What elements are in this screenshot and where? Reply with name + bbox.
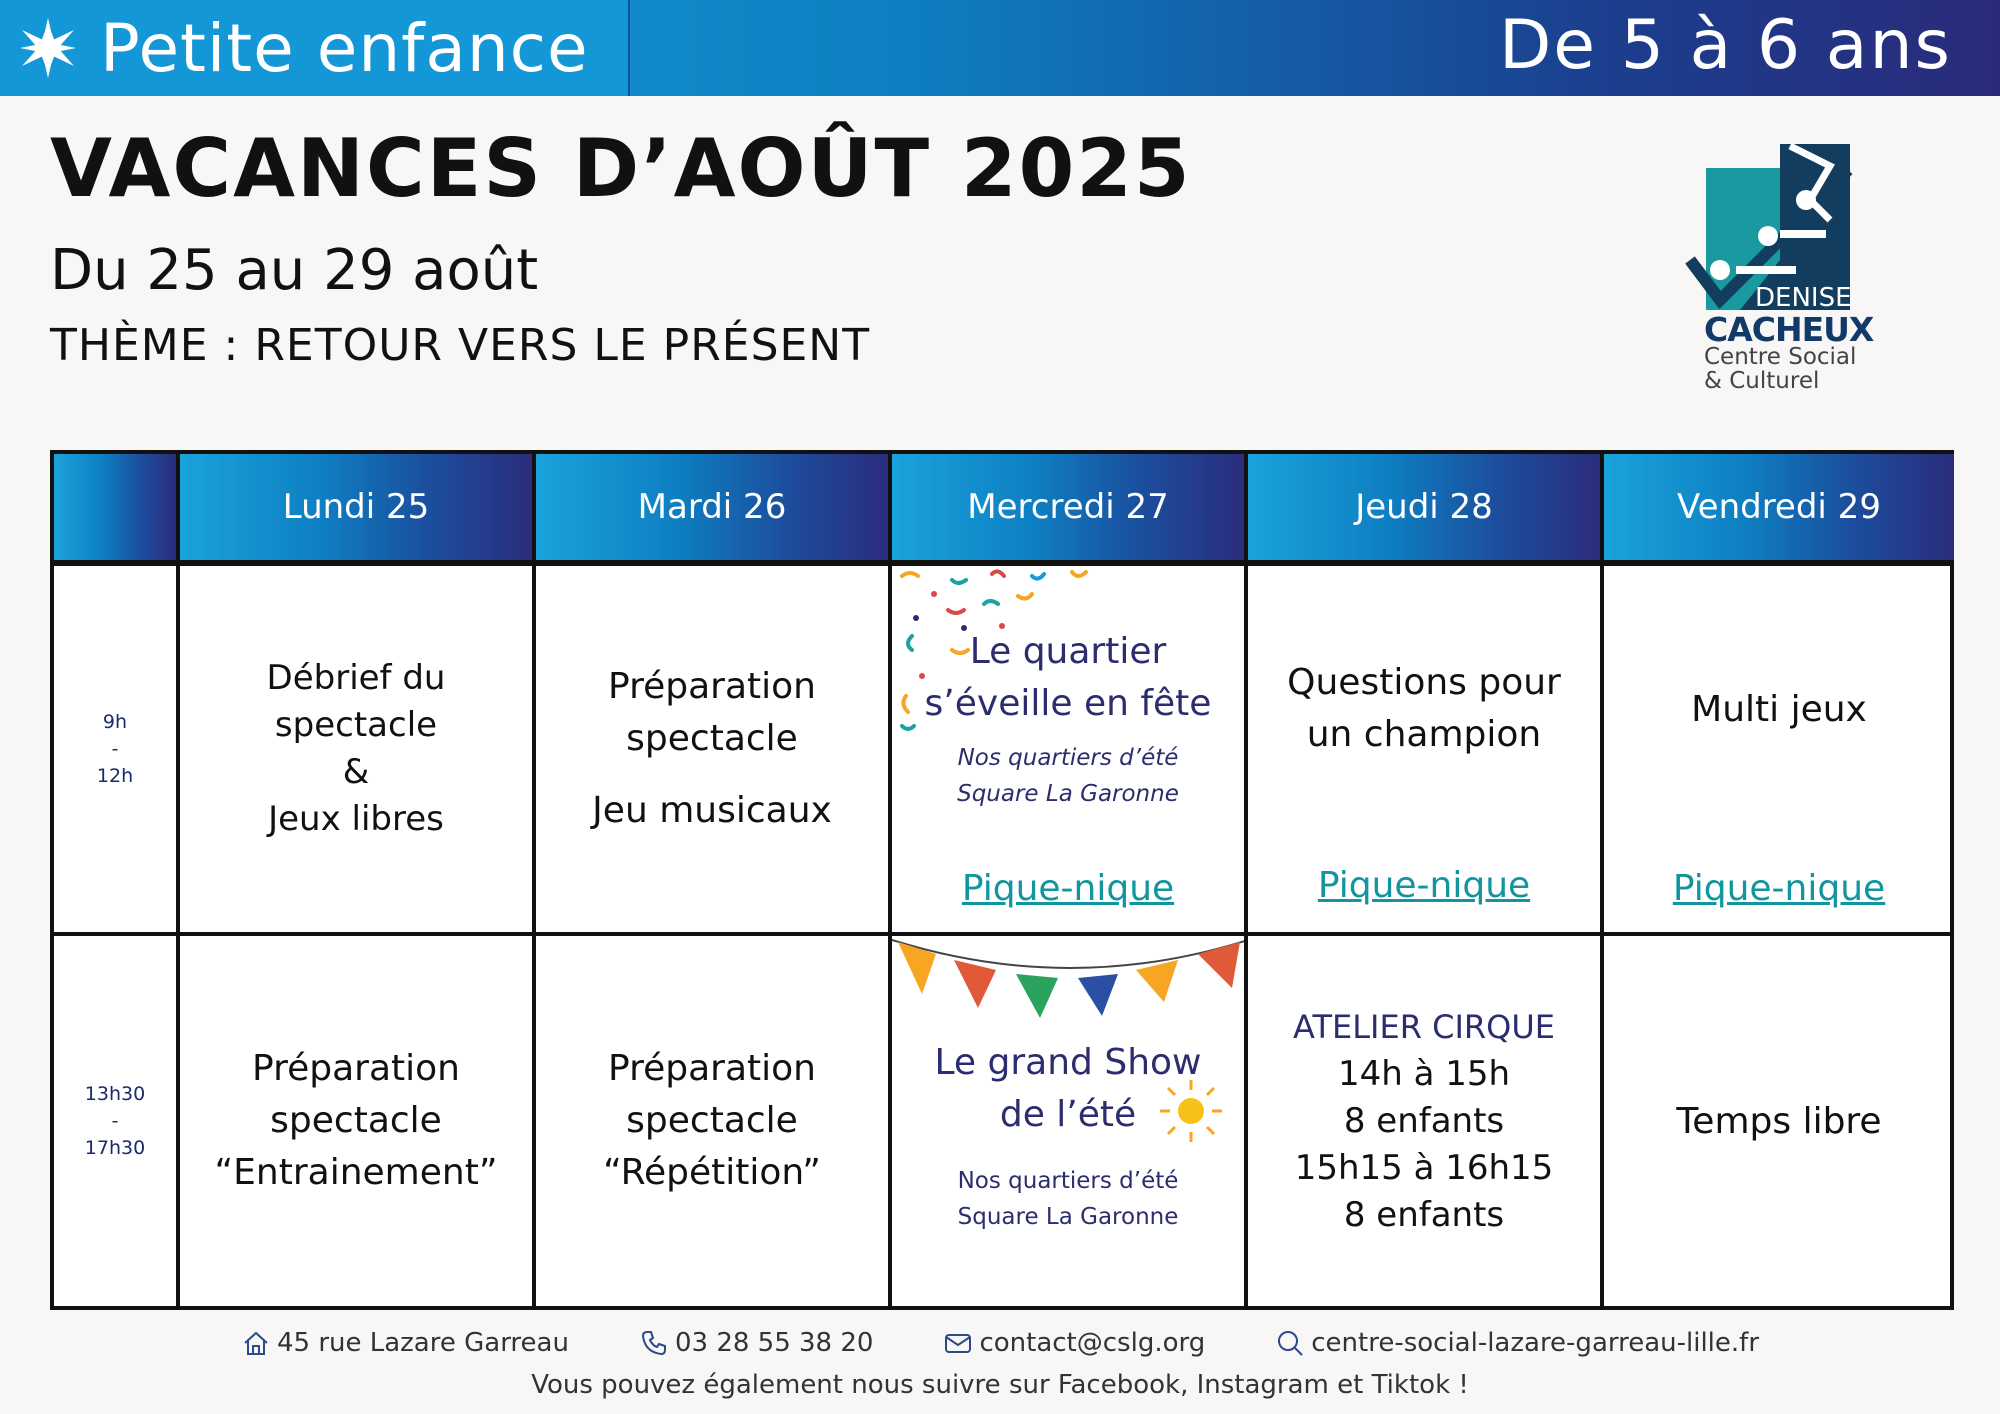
event-title-line2: s’éveille en fête bbox=[924, 683, 1212, 724]
time-separator: - bbox=[111, 737, 119, 760]
time-slot-morning bbox=[54, 566, 180, 936]
activity-jeudi-afternoon bbox=[1248, 936, 1604, 1306]
activity-mardi-afternoon bbox=[536, 936, 892, 1306]
day-label: Lundi 25 bbox=[282, 487, 430, 527]
mail-icon bbox=[943, 1328, 973, 1358]
time-slot-afternoon bbox=[54, 936, 180, 1306]
event-title-line2: de l’été bbox=[999, 1094, 1137, 1135]
day-label: Mardi 26 bbox=[637, 487, 787, 527]
page-title: VACANCES D’AOÛT 2025 bbox=[50, 122, 1192, 215]
activity-line: 15h15 à 16h15 bbox=[1294, 1147, 1554, 1188]
logo-text-line3: Centre Social bbox=[1704, 344, 1857, 370]
logo-text-line4: & Culturel bbox=[1704, 368, 1820, 394]
activity-line: Questions pour bbox=[1287, 662, 1561, 703]
day-header-lundi bbox=[180, 454, 536, 566]
activity-vendredi-morning bbox=[1604, 566, 1954, 936]
footer-phone[interactable] bbox=[639, 1328, 873, 1358]
pique-nique-link[interactable]: Pique-nique bbox=[1672, 868, 1886, 909]
activity-line: 8 enfants bbox=[1343, 1194, 1505, 1235]
category-tag bbox=[0, 0, 630, 96]
age-range: De 5 à 6 ans bbox=[1498, 6, 1952, 85]
day-header-mercredi bbox=[892, 454, 1248, 566]
activity-mercredi-afternoon bbox=[892, 936, 1248, 1306]
burst-icon bbox=[16, 16, 80, 80]
activity-line: Préparation bbox=[252, 1048, 460, 1089]
activity-line: Jeu musicaux bbox=[592, 790, 832, 831]
activity-line: “Répétition” bbox=[603, 1152, 821, 1193]
activity-jeudi-morning bbox=[1248, 566, 1604, 936]
activity-line: Multi jeux bbox=[1691, 688, 1867, 730]
footer-address bbox=[241, 1328, 569, 1358]
time-start: 13h30 bbox=[84, 1082, 146, 1105]
activity-line: Préparation bbox=[608, 666, 816, 707]
activity-mercredi-morning bbox=[892, 566, 1248, 936]
event-subtitle-line1: Nos quartiers d’été bbox=[957, 745, 1179, 771]
activity-line: spectacle bbox=[626, 1100, 798, 1141]
event-subtitle-line1: Nos quartiers d’été bbox=[957, 1168, 1179, 1194]
day-header-vendredi bbox=[1604, 454, 1954, 566]
schedule-table bbox=[50, 450, 1954, 1310]
activity-line: Préparation bbox=[608, 1048, 816, 1089]
time-end: 12h bbox=[96, 764, 134, 787]
activity-vendredi-afternoon bbox=[1604, 936, 1954, 1306]
pique-nique-link[interactable]: Pique-nique bbox=[961, 868, 1175, 909]
header-corner bbox=[54, 454, 180, 566]
event-subtitle-line2: Square La Garonne bbox=[957, 1204, 1179, 1230]
activity-line: spectacle bbox=[274, 705, 438, 745]
category-title: Petite enfance bbox=[100, 9, 589, 87]
phone-icon bbox=[639, 1328, 669, 1358]
activity-line: Temps libre bbox=[1676, 1100, 1882, 1142]
day-label: Mercredi 27 bbox=[967, 487, 1169, 527]
activity-line: spectacle bbox=[270, 1100, 442, 1141]
search-icon bbox=[1275, 1328, 1305, 1358]
logo-text-subtitle bbox=[1704, 345, 1856, 393]
activity-line: Jeux libres bbox=[268, 799, 444, 839]
confetti-icon bbox=[892, 566, 1152, 746]
time-end: 17h30 bbox=[84, 1136, 146, 1159]
home-icon bbox=[241, 1328, 271, 1358]
footer-website[interactable] bbox=[1275, 1328, 1759, 1358]
logo-text-denise: DENISE bbox=[1755, 283, 1852, 313]
activity-line: 8 enfants bbox=[1343, 1100, 1505, 1141]
bunting-icon bbox=[892, 936, 1248, 1026]
day-header-jeudi bbox=[1248, 454, 1604, 566]
activity-line: un champion bbox=[1306, 714, 1542, 755]
footer-contacts bbox=[0, 1328, 2000, 1358]
activity-line: spectacle bbox=[626, 718, 798, 759]
day-label: Jeudi 28 bbox=[1355, 487, 1493, 527]
footer-social: Vous pouvez également nous suivre sur Facebook, Instagram et Tiktok ! bbox=[531, 1370, 1469, 1400]
time-start: 9h bbox=[102, 710, 128, 733]
activity-mardi-morning bbox=[536, 566, 892, 936]
theme-text: THÈME : RETOUR VERS LE PRÉSENT bbox=[50, 320, 871, 371]
activity-line: “Entrainement” bbox=[214, 1152, 498, 1193]
day-label: Vendredi 29 bbox=[1677, 487, 1881, 527]
activity-line: & bbox=[342, 752, 370, 792]
activity-lundi-afternoon bbox=[180, 936, 536, 1306]
sun-icon bbox=[1156, 1076, 1226, 1146]
address-text: 45 rue Lazare Garreau bbox=[276, 1328, 569, 1358]
activity-line: Débrief du bbox=[266, 658, 446, 698]
logo-text-cacheux: CACHEUX bbox=[1704, 310, 1874, 349]
event-title-line1: Le quartier bbox=[969, 631, 1167, 672]
event-title-line1: Le grand Show bbox=[934, 1042, 1202, 1083]
workshop-title: ATELIER CIRQUE bbox=[1293, 1007, 1555, 1046]
date-range: Du 25 au 29 août bbox=[50, 238, 539, 303]
time-separator: - bbox=[111, 1109, 119, 1132]
footer-email[interactable] bbox=[943, 1328, 1205, 1358]
email-text[interactable]: contact@cslg.org bbox=[979, 1328, 1206, 1358]
header-band bbox=[0, 0, 2000, 96]
website-text[interactable]: centre-social-lazare-garreau-lille.fr bbox=[1311, 1328, 1760, 1358]
day-header-mardi bbox=[536, 454, 892, 566]
activity-lundi-morning bbox=[180, 566, 536, 936]
activity-line: 14h à 15h bbox=[1337, 1053, 1511, 1094]
event-subtitle-line2: Square La Garonne bbox=[957, 781, 1179, 807]
phone-text[interactable]: 03 28 55 38 20 bbox=[674, 1328, 874, 1358]
pique-nique-link[interactable]: Pique-nique bbox=[1317, 865, 1531, 906]
